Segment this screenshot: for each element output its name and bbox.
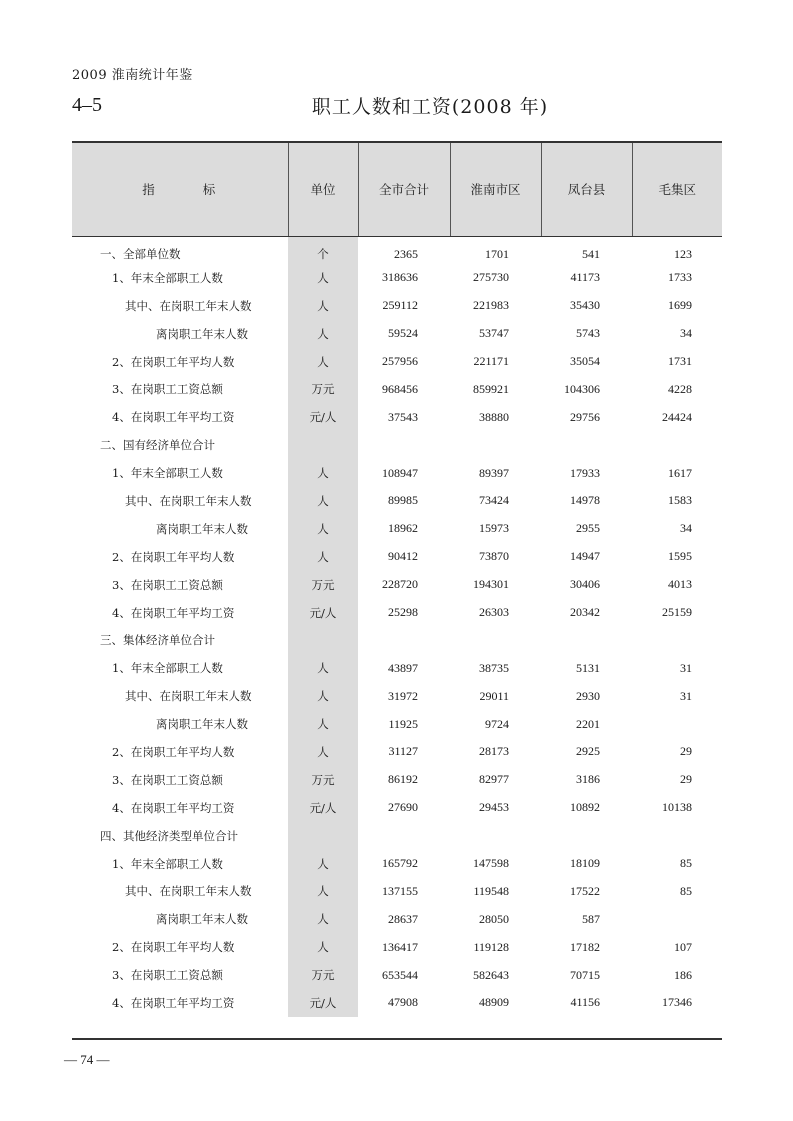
row-indicator-label: 1、年末全部职工人数 — [112, 661, 223, 676]
cell-maoji: 1733 — [668, 270, 692, 285]
statistics-table — [72, 141, 722, 1017]
cell-fengtai: 70715 — [570, 967, 600, 982]
cell-maoji — [632, 905, 722, 933]
table-row — [72, 375, 722, 403]
table-row — [72, 599, 722, 627]
cell-huainan: 275730 — [473, 270, 509, 285]
table-row — [72, 877, 722, 905]
cell-huainan: 29453 — [479, 800, 509, 815]
cell-total: 968456 — [382, 381, 418, 396]
cell-maoji: 29 — [680, 772, 692, 787]
cell-total: 653544 — [382, 967, 418, 982]
cell-huainan: 9724 — [485, 716, 509, 731]
cell-total: 136417 — [382, 939, 418, 954]
table-row — [72, 348, 722, 376]
row-indicator-label: 1、年末全部职工人数 — [112, 466, 223, 481]
table-row — [72, 766, 722, 794]
cell-huainan: 38735 — [479, 660, 509, 675]
cell-maoji: 24424 — [662, 409, 692, 424]
row-unit: 人 — [288, 738, 358, 766]
cell-fengtai: 14947 — [570, 549, 600, 564]
cell-maoji: 123 — [674, 246, 692, 261]
row-unit: 人 — [288, 654, 358, 682]
cell-maoji: 10138 — [662, 800, 692, 815]
row-unit: 万元 — [288, 961, 358, 989]
cell-maoji: 25159 — [662, 605, 692, 620]
cell-huainan: 119128 — [473, 939, 509, 954]
row-indicator-label: 4、在岗职工年平均工资 — [112, 800, 235, 815]
row-unit: 个 — [288, 236, 358, 264]
row-unit — [288, 626, 358, 654]
cell-maoji: 34 — [680, 326, 692, 341]
cell-total: 27690 — [388, 800, 418, 815]
cell-fengtai: 20342 — [570, 605, 600, 620]
table-row — [72, 543, 722, 571]
row-unit: 元/人 — [288, 794, 358, 822]
cell-fengtai: 587 — [582, 911, 600, 926]
cell-maoji: 1617 — [668, 465, 692, 480]
table-row — [72, 933, 722, 961]
cell-total: 47908 — [388, 995, 418, 1010]
table-row — [72, 515, 722, 543]
cell-total: 25298 — [388, 605, 418, 620]
row-unit: 人 — [288, 515, 358, 543]
cell-fengtai: 30406 — [570, 577, 600, 592]
cell-maoji — [632, 710, 722, 738]
cell-maoji: 1699 — [668, 298, 692, 313]
cell-maoji: 85 — [680, 856, 692, 871]
row-unit: 万元 — [288, 571, 358, 599]
row-indicator-label: 2、在岗职工年平均人数 — [112, 744, 235, 759]
cell-maoji: 29 — [680, 744, 692, 759]
row-unit: 人 — [288, 905, 358, 933]
cell-total: 31127 — [388, 744, 418, 759]
row-unit: 人 — [288, 850, 358, 878]
table-row — [72, 236, 722, 264]
row-unit — [288, 822, 358, 850]
header-maoji: 毛集区 — [632, 142, 722, 236]
cell-huainan: 82977 — [479, 772, 509, 787]
cell-huainan: 48909 — [479, 995, 509, 1010]
row-indicator-label: 2、在岗职工年平均人数 — [112, 940, 235, 955]
table-row — [72, 264, 722, 292]
cell-huainan: 582643 — [473, 967, 509, 982]
cell-fengtai: 41156 — [570, 995, 600, 1010]
row-indicator-label: 1、年末全部职工人数 — [112, 856, 223, 871]
table-row — [72, 850, 722, 878]
table-row — [72, 794, 722, 822]
cell-maoji: 31 — [680, 688, 692, 703]
cell-total: 28637 — [388, 911, 418, 926]
cell-total: 257956 — [382, 354, 418, 368]
cell-huainan: 28050 — [479, 911, 509, 926]
cell-huainan: 221171 — [473, 354, 509, 368]
cell-fengtai — [541, 431, 632, 459]
cell-maoji: 31 — [680, 660, 692, 675]
cell-huainan: 147598 — [473, 856, 509, 871]
row-indicator-label: 2、在岗职工年平均人数 — [112, 549, 235, 564]
row-indicator-label: 3、在岗职工工资总额 — [112, 968, 223, 983]
cell-total: 259112 — [382, 298, 418, 313]
table-row — [72, 320, 722, 348]
row-indicator-label: 4、在岗职工年平均工资 — [112, 410, 235, 425]
cell-huainan: 53747 — [479, 326, 509, 341]
cell-total: 137155 — [382, 883, 418, 898]
header-indicator: 指 标 — [72, 142, 288, 236]
row-indicator-label: 4、在岗职工年平均工资 — [112, 995, 235, 1010]
header-huainan: 淮南市区 — [450, 142, 541, 236]
cell-total: 165792 — [382, 856, 418, 871]
header-fengtai: 凤台县 — [541, 142, 632, 236]
row-unit: 万元 — [288, 375, 358, 403]
row-indicator-label: 其中、在岗职工年末人数 — [125, 689, 252, 704]
table-header-row — [72, 142, 722, 236]
row-indicator-label: 3、在岗职工工资总额 — [112, 577, 223, 592]
cell-total: 89985 — [388, 493, 418, 508]
cell-fengtai: 18109 — [570, 856, 600, 871]
cell-maoji — [632, 626, 722, 654]
cell-maoji: 107 — [674, 939, 692, 954]
cell-total: 11925 — [388, 716, 418, 731]
cell-huainan: 26303 — [479, 605, 509, 620]
table-row — [72, 403, 722, 431]
cell-huainan: 28173 — [479, 744, 509, 759]
cell-huainan: 38880 — [479, 409, 509, 424]
cell-fengtai: 35430 — [570, 298, 600, 313]
cell-total: 31972 — [388, 688, 418, 703]
cell-fengtai: 104306 — [564, 381, 600, 396]
table-row — [72, 292, 722, 320]
table-title: 职工人数和工资(2008 年) — [311, 96, 549, 118]
row-indicator-label: 离岗职工年末人数 — [156, 717, 248, 732]
running-head: 2009 淮南统计年鉴 — [72, 68, 193, 83]
cell-maoji: 1731 — [668, 354, 692, 368]
cell-fengtai: 541 — [582, 246, 600, 261]
table-row — [72, 905, 722, 933]
row-indicator-label: 离岗职工年末人数 — [156, 326, 248, 341]
cell-huainan: 73870 — [479, 549, 509, 564]
cell-total — [358, 626, 450, 654]
row-indicator-label: 四、其他经济类型单位合计 — [100, 828, 238, 843]
row-indicator-label: 离岗职工年末人数 — [156, 912, 248, 927]
cell-huainan: 73424 — [479, 493, 509, 508]
table-row — [72, 682, 722, 710]
cell-fengtai — [541, 822, 632, 850]
table-row — [72, 989, 722, 1017]
page-number: — 74 — — [64, 1052, 110, 1067]
cell-total: 2365 — [394, 246, 418, 261]
cell-total: 86192 — [388, 772, 418, 787]
row-unit: 人 — [288, 543, 358, 571]
cell-fengtai — [541, 626, 632, 654]
cell-huainan: 89397 — [479, 465, 509, 480]
table-row — [72, 459, 722, 487]
table-number: 4–5 — [72, 94, 102, 116]
cell-maoji — [632, 431, 722, 459]
cell-huainan — [450, 431, 541, 459]
cell-maoji: 1583 — [668, 493, 692, 508]
row-unit: 人 — [288, 292, 358, 320]
cell-total: 318636 — [382, 270, 418, 285]
cell-fengtai: 10892 — [570, 800, 600, 815]
row-unit: 万元 — [288, 766, 358, 794]
row-unit: 元/人 — [288, 403, 358, 431]
cell-maoji: 4228 — [668, 381, 692, 396]
cell-fengtai: 5131 — [576, 660, 600, 675]
cell-fengtai: 35054 — [570, 354, 600, 368]
cell-maoji: 186 — [674, 967, 692, 982]
cell-total — [358, 822, 450, 850]
table-row — [72, 710, 722, 738]
row-unit: 人 — [288, 320, 358, 348]
row-indicator-label: 3、在岗职工工资总额 — [112, 772, 223, 787]
cell-fengtai: 2930 — [576, 688, 600, 703]
cell-maoji: 34 — [680, 521, 692, 536]
row-indicator-label: 2、在岗职工年平均人数 — [112, 354, 235, 369]
cell-huainan: 194301 — [473, 577, 509, 592]
cell-total: 228720 — [382, 577, 418, 592]
row-unit: 元/人 — [288, 599, 358, 627]
row-unit: 人 — [288, 459, 358, 487]
row-indicator-label: 一、全部单位数 — [100, 247, 181, 262]
cell-total: 37543 — [388, 409, 418, 424]
row-unit: 人 — [288, 682, 358, 710]
row-unit: 人 — [288, 487, 358, 515]
table-row — [72, 626, 722, 654]
table-row — [72, 571, 722, 599]
table-body — [72, 236, 722, 1017]
cell-total: 108947 — [382, 465, 418, 480]
cell-fengtai: 3186 — [576, 772, 600, 787]
header-unit: 单位 — [288, 142, 358, 236]
cell-total — [358, 431, 450, 459]
cell-fengtai: 2201 — [576, 716, 600, 731]
cell-fengtai: 17522 — [570, 883, 600, 898]
table-row — [72, 431, 722, 459]
table-row — [72, 738, 722, 766]
cell-maoji: 4013 — [668, 577, 692, 592]
table-row — [72, 654, 722, 682]
cell-fengtai: 2955 — [576, 521, 600, 536]
cell-total: 90412 — [388, 549, 418, 564]
cell-total: 59524 — [388, 326, 418, 341]
cell-fengtai: 17182 — [570, 939, 600, 954]
cell-huainan: 29011 — [479, 688, 509, 703]
table-row — [72, 961, 722, 989]
cell-maoji — [632, 822, 722, 850]
employee-wage-table — [72, 141, 722, 1017]
cell-huainan: 859921 — [473, 381, 509, 396]
row-unit: 人 — [288, 264, 358, 292]
bottom-rule — [72, 1038, 722, 1040]
cell-fengtai: 2925 — [576, 744, 600, 759]
row-indicator-label: 三、集体经济单位合计 — [100, 633, 215, 648]
row-indicator-label: 离岗职工年末人数 — [156, 521, 248, 536]
row-indicator-label: 1、年末全部职工人数 — [112, 270, 223, 285]
cell-huainan: 221983 — [473, 298, 509, 313]
cell-total: 43897 — [388, 660, 418, 675]
row-indicator-label: 其中、在岗职工年末人数 — [125, 493, 252, 508]
cell-total: 18962 — [388, 521, 418, 536]
table-row — [72, 487, 722, 515]
cell-maoji: 17346 — [662, 995, 692, 1010]
row-indicator-label: 二、国有经济单位合计 — [100, 438, 215, 453]
cell-fengtai: 17933 — [570, 465, 600, 480]
header-total: 全市合计 — [358, 142, 450, 236]
cell-fengtai: 5743 — [576, 326, 600, 341]
cell-huainan — [450, 822, 541, 850]
cell-huainan — [450, 626, 541, 654]
cell-huainan: 15973 — [479, 521, 509, 536]
row-indicator-label: 4、在岗职工年平均工资 — [112, 605, 235, 620]
row-indicator-label: 其中、在岗职工年末人数 — [125, 884, 252, 899]
cell-fengtai: 41173 — [570, 270, 600, 285]
cell-maoji: 85 — [680, 883, 692, 898]
cell-huainan: 119548 — [473, 883, 509, 898]
cell-maoji: 1595 — [668, 549, 692, 564]
row-unit: 元/人 — [288, 989, 358, 1017]
row-unit: 人 — [288, 877, 358, 905]
row-unit: 人 — [288, 348, 358, 376]
row-unit: 人 — [288, 933, 358, 961]
cell-huainan: 1701 — [485, 246, 509, 261]
row-unit: 人 — [288, 710, 358, 738]
cell-fengtai: 14978 — [570, 493, 600, 508]
cell-fengtai: 29756 — [570, 409, 600, 424]
row-unit — [288, 431, 358, 459]
row-indicator-label: 其中、在岗职工年末人数 — [125, 298, 252, 313]
row-indicator-label: 3、在岗职工工资总额 — [112, 382, 223, 397]
table-row — [72, 822, 722, 850]
